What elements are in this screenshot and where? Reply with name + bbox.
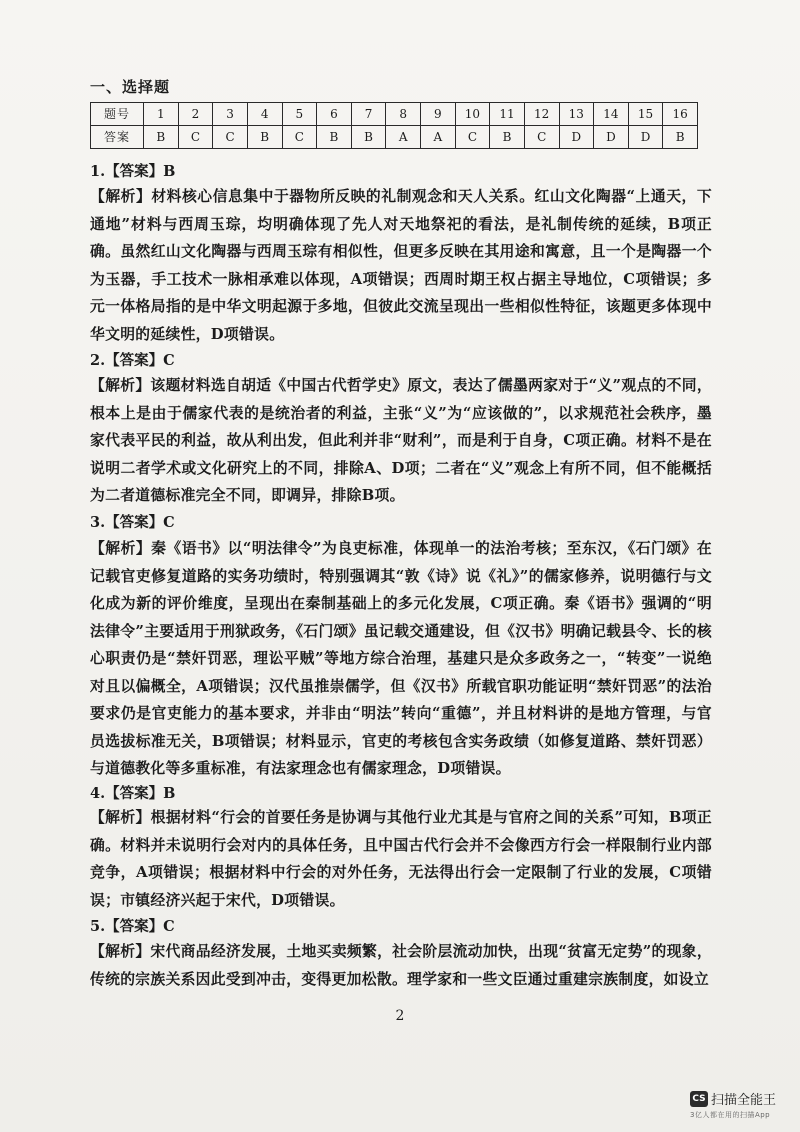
question-number-cell: 7 (351, 103, 386, 126)
q2-answer-heading: 2.【答案】C (90, 352, 175, 369)
question-number-cell: 9 (421, 103, 456, 126)
q1-explanation: 【解析】材料核心信息集中于器物所反映的礼制观念和天人关系。红山文化陶器“上通天，下通地”材料与西周玉琮，均明确体现了先人对天地祭祀的看法，是礼制传统的延续，B项正确。虽然红山文化陶器与西周玉琮有相似性，但更多反映在其用途和寓意，且一个是陶器一个为玉器，手工技术一脉相承难以体现，A项错误；西周时期王权占据主导地位，C项错误；多元一体格局指的是中华文明起源于多地，但彼此交流呈现出一些相似性特征，该题更多体现中华文明的延续性，D项错误。 (90, 188, 712, 343)
question-number-cell: 6 (317, 103, 352, 126)
answer-cell: B (663, 126, 698, 149)
answer-table-number-row (91, 103, 698, 126)
answer-cell: B (144, 126, 179, 149)
question-number-cell: 16 (663, 103, 698, 126)
question-number-cell: 5 (282, 103, 317, 126)
question-number-cell: 10 (455, 103, 490, 126)
answer-row-label: 答案 (91, 126, 144, 149)
answer-cell: C (282, 126, 317, 149)
answer-cell: A (386, 126, 421, 149)
answer-cell: D (559, 126, 594, 149)
question-number-cell: 13 (559, 103, 594, 126)
answer-table (90, 102, 698, 149)
answer-cell: B (247, 126, 282, 149)
question-number-cell: 4 (247, 103, 282, 126)
answer-cell: C (178, 126, 213, 149)
question-number-cell: 14 (594, 103, 629, 126)
watermark-tagline: 3亿人都在用的扫描App (690, 1111, 771, 1119)
q1-answer-heading: 1.【答案】B (90, 163, 176, 180)
question-number-cell: 1 (144, 103, 179, 126)
page-number: 2 (395, 1008, 405, 1024)
question-number-cell: 3 (213, 103, 248, 126)
answer-cell: C (455, 126, 490, 149)
section-title: 一、选择题 (90, 78, 171, 96)
answer-cell: A (421, 126, 456, 149)
answer-cell: B (317, 126, 352, 149)
q2-explanation: 【解析】该题材料选自胡适《中国古代哲学史》原文，表达了儒墨两家对于“义”观点的不同，根本上是由于儒家代表的是统治者的利益，主张“义”为“应该做的”，以求规范社会秩序，墨家代表平民的利益，故从利出发，但此利并非“财利”，而是利于自身，C项正确。材料不是在说明二者学术或文化研究上的不同，排除A、D项；二者在“义”观念上有所不同，但不能概括为二者道德标准完全不同，即调异，排除B项。 (90, 377, 712, 504)
question-number-cell: 12 (524, 103, 559, 126)
watermark-app-name: 扫描全能王 (711, 1093, 777, 1108)
answer-table-answer-row (91, 126, 698, 149)
q5-answer-heading: 5.【答案】C (90, 918, 175, 935)
scanner-watermark (690, 1088, 794, 1120)
answer-cell: B (351, 126, 386, 149)
question-number-cell: 2 (178, 103, 213, 126)
answer-cell: D (594, 126, 629, 149)
number-row-label: 题号 (91, 103, 144, 126)
answer-cell: C (213, 126, 248, 149)
question-number-cell: 11 (490, 103, 525, 126)
q3-explanation: 【解析】秦《语书》以“明法律令”为良吏标准，体现单一的法治考核；至东汉，《石门颂》在记载官吏修复道路的实务功绩时，特别强调其“敦《诗》说《礼》”的儒家修养，说明德行与文化成为新的评价维度，呈现出在秦制基础上的多元化发展，C项正确。秦《语书》强调的“明法律令”主要适用于刑狱政务，《石门颂》虽记载交通建设，但《汉书》明确记载县令、长的核心职责仍是“禁奸罚恶，理讼平贼”等地方综合治理，基建只是众多政务之一，“转变”一说绝对且以偏概全，A项错误；汉代虽推崇儒学，但《汉书》所载官职功能证明“禁奸罚恶”的法治要求仍是官吏能力的基本要求，并非由“明法”转向“重德”，并且材料讲的是地方管理，与官员选拔标准无关，B项错误；材料显示，官吏的考核包含实务政绩（如修复道路、禁奸罚恶）与道德教化等多重标准，有法家理念也有儒家理念，D项错误。 (90, 540, 712, 777)
q4-explanation: 【解析】根据材料“行会的首要任务是协调与其他行业尤其是与官府之间的关系”可知，B项正确。材料并未说明行会对内的具体任务，且中国古代行会并不会像西方行会一样限制行业内部竞争，A项错误；根据材料中行会的对外任务，无法得出行会一定限制了行业的发展，C项错误；市镇经济兴起于宋代，D项错误。 (90, 809, 712, 909)
answer-cell: B (490, 126, 525, 149)
answer-cell: D (628, 126, 663, 149)
q4-answer-heading: 4.【答案】B (90, 785, 176, 802)
question-number-cell: 15 (628, 103, 663, 126)
question-number-cell: 8 (386, 103, 421, 126)
q5-explanation: 【解析】宋代商品经济发展，土地买卖频繁，社会阶层流动加快，出现“贫富无定势”的现象，传统的宗族关系因此受到冲击，变得更加松散。理学家和一些文臣通过重建宗族制度，如设立 (90, 943, 712, 988)
answer-cell: C (524, 126, 559, 149)
camscanner-logo-icon: CS (690, 1091, 708, 1107)
q3-answer-heading: 3.【答案】C (90, 514, 175, 531)
